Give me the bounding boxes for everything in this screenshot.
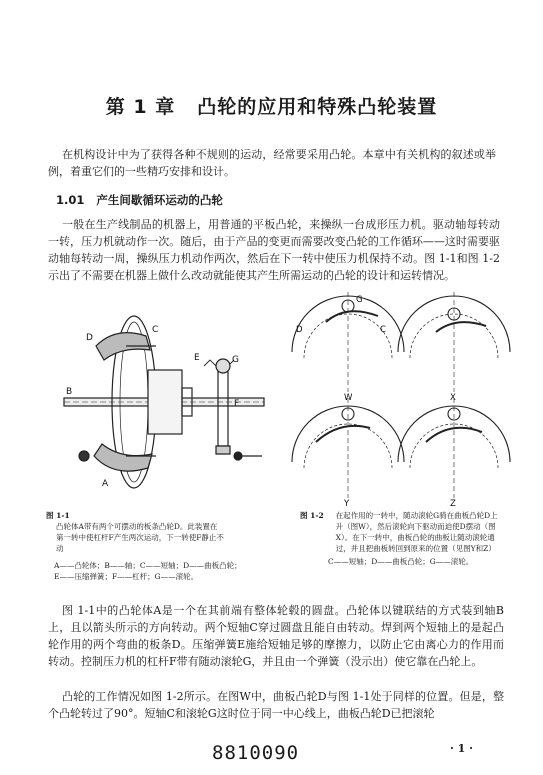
intro-paragraph: 在机构设计中为了获得各种不规则的运动，经常要采用凸轮。本章中有关机构的叙述或举例，着重它们的一些精巧安排和设计。 (48, 148, 496, 178)
figure-1-2-caption (300, 510, 506, 567)
figure-1-1-drawing (56, 306, 276, 506)
fig2-letter-z: Z (450, 499, 456, 508)
figure-1-2-legend: C——短轴；D——曲板凸轮；G——滚轮。 (328, 557, 474, 566)
fig1-letter-a: A (102, 479, 109, 489)
figure-1-1-caption (46, 510, 246, 582)
figure-1-2-caption-text: 在起作用的一转中，随动滚轮G骑在曲板凸轮D上升（图W），然后滚轮向下驱动而迫使D摆动（图X）。在下一转中，曲板凸轮的曲板让随动滚轮通过，并且把曲板转回到原来的位置（见图Y和Z） (335, 511, 498, 553)
fig1-letter-f: F (234, 399, 240, 409)
body-paragraph-1: 一般在生产线制品的机器上，用普通的平板凸轮，来操纵一台成形压力机。驱动轴每转动一转，压力机就动作一次。随后，由于产品的变更而需要改变凸轮的工作循环——这时需要驱动轴每转动一周，操纵压力机动作两次，然后在下一转中使压力机保持不动。图 1-1和图 1-2示出了不需要在机器上做什么改动就能使其产生所需运动的凸轮的设计和运转情况。 (48, 218, 500, 282)
chapter-title (0, 92, 543, 119)
section-number: 1.01 (56, 193, 85, 207)
serial-stamp: 8810090 (212, 742, 300, 764)
fig1-letter-c: C (152, 325, 159, 335)
section-title: 产生间歇循环运动的凸轮 (96, 193, 223, 207)
page-number: · 1 · (450, 742, 473, 755)
fig1-letter-d: D (86, 333, 93, 343)
chapter-title-text: 凸轮的应用和特殊凸轮装置 (197, 96, 438, 118)
chapter-number: 第 1 章 (105, 96, 176, 118)
figure-1-1-label: 图 1-1 (46, 511, 70, 520)
fig2-letter-g: G (356, 295, 363, 305)
fig2-letter-d: D (296, 325, 303, 335)
body-paragraph-2: 图 1-1中的凸轮体A是一个在其前端有整体轮毂的圆盘。凸轮体以键联结的方式装到轴B上，且以箭头所示的方向转动。两个短轴C穿过圆盘且能自由转动。焊到两个短轴上的是起凸轮作用的两个弯曲的板条D。压缩弹簧E施给短轴足够的摩擦力，以防止它由离心力的作用而转动。控制压力机的杠杆F带有随动滚轮G，并且由一个弹簧（没示出）使它靠在凸轮上。 (48, 604, 504, 668)
fig1-letter-b: B (66, 387, 73, 397)
fig1-letter-g: G (232, 355, 239, 365)
fig2-letter-w: W (344, 393, 353, 403)
figure-1-1-legend: A——凸轮体；B——轴；C——短轴；D——曲板凸轮；E——压缩弹簧；F——杠杆；G——滚轮。 (54, 561, 242, 581)
fig1-letter-e: E (194, 353, 200, 363)
figure-1-2-label: 图 1-2 (300, 511, 324, 520)
fig2-letter-y: Y (344, 499, 350, 508)
body-paragraph-3: 凸轮的工作情况如图 1-2所示。在图W中，曲板凸轮D与图 1-1处于同样的位置。但是，整个凸轮转过了90°。短轴C和滚轮G这时位于同一中心线上，曲板凸轮D已把滚轮 (48, 690, 504, 720)
figure-1-2-drawing (286, 292, 512, 508)
fig2-letter-x: X (450, 393, 456, 403)
figure-1-1-caption-text: 凸轮体A带有两个可摆动的板条凸轮D。此装置在第一转中使杠杆F产生两次运动，下一转使F静止不动 (56, 522, 224, 553)
fig2-letter-c: C (380, 325, 386, 335)
section-heading (56, 192, 223, 208)
